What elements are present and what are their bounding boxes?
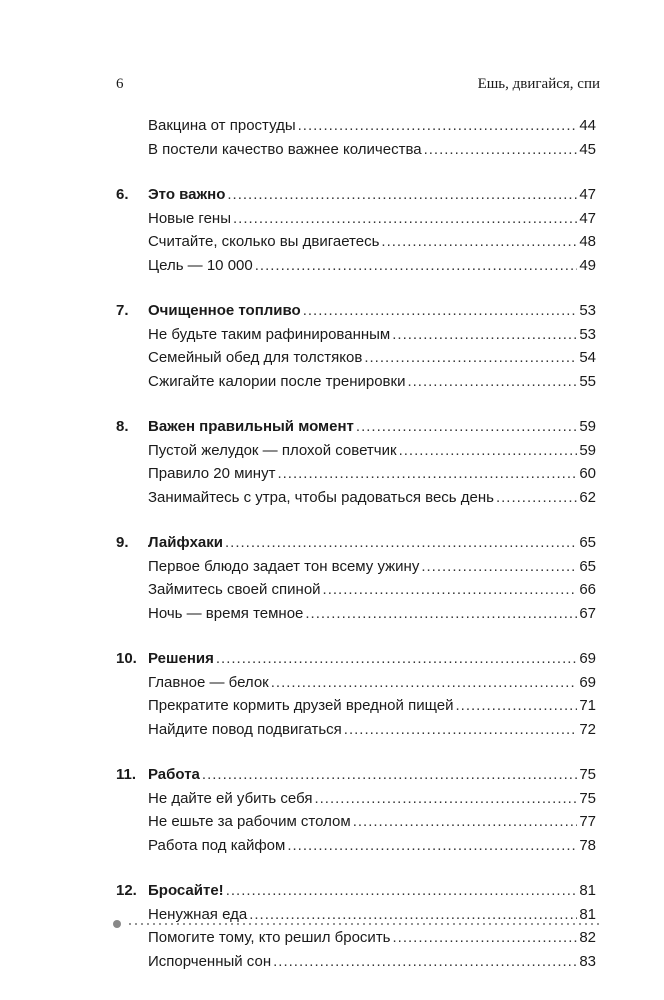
leader-dots <box>305 602 577 626</box>
page-number: 6 <box>116 76 124 92</box>
leader-dots <box>273 950 577 974</box>
toc-chapter <box>116 763 596 857</box>
toc-entry-page: 59 <box>579 441 596 459</box>
chapter-title: Бросайте! <box>148 882 224 899</box>
dotted-line <box>127 923 601 925</box>
toc-entry[interactable] <box>116 810 596 834</box>
toc-entry[interactable] <box>116 602 596 626</box>
running-title: Ешь, двигайся, спи <box>477 76 600 92</box>
chapter-number: 11. <box>116 766 137 783</box>
toc-chapter-heading[interactable] <box>116 183 596 207</box>
toc-entry[interactable] <box>116 230 596 254</box>
toc-chapter-heading[interactable] <box>116 415 596 439</box>
toc-chapter-heading[interactable] <box>116 879 596 903</box>
toc-entry-label: Не будьте таким рафинированным <box>148 325 391 343</box>
leader-dots <box>353 810 578 834</box>
toc-entry[interactable] <box>116 950 596 974</box>
toc-chapter <box>116 183 596 277</box>
toc-entry-label: Правило 20 минут <box>148 465 276 482</box>
toc-entry-label: Испорченный сон <box>148 952 272 970</box>
toc-entry-label: Помогите тому, кто решил бросить <box>148 929 391 946</box>
toc-entry[interactable] <box>116 787 596 811</box>
leader-dots <box>364 346 577 370</box>
toc-entry-page: 62 <box>579 488 596 506</box>
toc-entry-label: Первое блюдо задает тон всему ужину <box>148 557 420 575</box>
toc-entry-label: Главное — белок <box>148 673 269 691</box>
toc-entry[interactable] <box>116 138 596 162</box>
leader-dots <box>255 254 578 278</box>
toc-entry[interactable] <box>116 114 596 138</box>
toc-entry[interactable] <box>116 671 596 695</box>
toc-chapter <box>116 415 596 509</box>
decorative-dotted-rule <box>113 918 601 930</box>
toc-chapter-heading[interactable] <box>116 763 596 787</box>
table-of-contents <box>116 114 596 995</box>
toc-entry-label: Займитесь своей спиной <box>148 581 321 598</box>
leader-dots <box>496 486 577 510</box>
leader-dots <box>277 462 577 486</box>
chapter-title: Это важно <box>148 186 226 203</box>
leader-dots <box>323 578 578 602</box>
chapter-title: Лайфхаки <box>148 534 223 551</box>
toc-entry-page: 60 <box>579 465 596 482</box>
toc-entry-page: 54 <box>579 349 596 366</box>
chapter-number: 6. <box>116 186 129 203</box>
toc-entry-page: 65 <box>579 557 596 575</box>
toc-entry-page: 47 <box>579 186 596 203</box>
leader-dots <box>271 671 578 695</box>
toc-entry-page: 45 <box>579 140 596 158</box>
toc-chapter <box>116 647 596 741</box>
toc-entry-page: 75 <box>579 766 596 783</box>
toc-entry-page: 67 <box>579 604 596 622</box>
toc-entry[interactable] <box>116 718 596 742</box>
toc-chapter-heading[interactable] <box>116 299 596 323</box>
toc-chapter <box>116 299 596 393</box>
leader-dots <box>227 183 577 207</box>
toc-entry-page: 53 <box>579 302 596 319</box>
chapter-title: Важен правильный момент <box>148 418 354 435</box>
toc-entry-page: 71 <box>579 697 596 714</box>
chapter-title: Решения <box>148 650 214 667</box>
toc-entry[interactable] <box>116 694 596 718</box>
leader-dots <box>202 763 577 787</box>
toc-entry-label: Пустой желудок — плохой советчик <box>148 441 397 459</box>
toc-entry-label: Новые гены <box>148 209 231 227</box>
toc-entry-label: В постели качество важнее количества <box>148 140 422 158</box>
toc-entry[interactable] <box>116 370 596 394</box>
toc-entry-page: 66 <box>579 581 596 598</box>
toc-entry[interactable] <box>116 323 596 347</box>
leader-dots <box>225 531 577 555</box>
toc-chapter <box>116 531 596 625</box>
toc-entry-label: Работа под кайфом <box>148 836 286 854</box>
toc-entry-label: Не ешьте за рабочим столом <box>148 813 351 830</box>
chapter-number: 8. <box>116 418 129 435</box>
toc-entry-label: Ненужная еда <box>148 905 248 923</box>
leader-dots <box>287 834 577 858</box>
toc-entry-page: 82 <box>579 929 596 946</box>
toc-entry[interactable] <box>116 486 596 510</box>
leader-dots <box>356 415 577 439</box>
leader-dots <box>314 787 577 811</box>
toc-entry[interactable] <box>116 555 596 579</box>
toc-entry-page: 55 <box>579 372 596 390</box>
toc-entry-label: Цель — 10 000 <box>148 256 253 274</box>
toc-entry-page: 75 <box>579 789 596 807</box>
toc-entry-label: Найдите повод подвигаться <box>148 720 342 738</box>
toc-entry-label: Не дайте ей убить себя <box>148 789 313 807</box>
bullet-dot-icon <box>113 920 121 928</box>
leader-dots <box>303 299 578 323</box>
leader-dots <box>455 694 577 718</box>
leader-dots <box>233 207 577 231</box>
leader-dots <box>392 323 577 347</box>
toc-entry-page: 78 <box>579 836 596 854</box>
toc-entry-page: 65 <box>579 534 596 551</box>
toc-entry-label: Считайте, сколько вы двигаетесь <box>148 233 380 250</box>
toc-entry-page: 49 <box>579 256 596 274</box>
toc-entry-page: 83 <box>579 952 596 970</box>
leader-dots <box>399 439 578 463</box>
chapter-number: 7. <box>116 302 129 319</box>
toc-entry[interactable] <box>116 254 596 278</box>
page-header <box>116 76 600 96</box>
toc-entry[interactable] <box>116 834 596 858</box>
leader-dots <box>226 879 578 903</box>
toc-entry-page: 69 <box>579 673 596 691</box>
toc-chapter-heading[interactable] <box>116 531 596 555</box>
chapter-number: 10. <box>116 650 137 667</box>
toc-entry-page: 81 <box>579 905 596 923</box>
toc-continuation <box>116 114 596 161</box>
toc-entry-page: 69 <box>579 650 596 667</box>
leader-dots <box>216 647 577 671</box>
chapter-title: Работа <box>148 766 200 783</box>
toc-entry[interactable] <box>116 207 596 231</box>
toc-entry-label: Прекратите кормить друзей вредной пищей <box>148 697 454 714</box>
toc-entry-page: 77 <box>579 813 596 830</box>
chapter-number: 9. <box>116 534 129 551</box>
toc-chapter-heading[interactable] <box>116 647 596 671</box>
toc-entry-page: 59 <box>579 418 596 435</box>
toc-entry-page: 44 <box>579 117 596 134</box>
toc-entry-page: 81 <box>579 882 596 899</box>
toc-entry-page: 47 <box>579 209 596 227</box>
toc-entry-page: 72 <box>579 720 596 738</box>
toc-entry-label: Семейный обед для толстяков <box>148 349 363 366</box>
leader-dots <box>421 555 577 579</box>
chapter-number: 12. <box>116 882 137 899</box>
toc-entry[interactable] <box>116 346 596 370</box>
toc-entry-label: Занимайтесь с утра, чтобы радоваться весь день <box>148 488 494 506</box>
leader-dots <box>381 230 577 254</box>
toc-entry[interactable] <box>116 462 596 486</box>
toc-entry-page: 53 <box>579 325 596 343</box>
leader-dots <box>344 718 578 742</box>
toc-entry-label: Сжигайте калории после тренировки <box>148 372 406 390</box>
toc-entry-label: Ночь — время темное <box>148 604 304 622</box>
toc-entry[interactable] <box>116 578 596 602</box>
leader-dots <box>298 114 578 138</box>
leader-dots <box>407 370 577 394</box>
toc-entry-page: 48 <box>579 233 596 250</box>
chapter-title: Очищенное топливо <box>148 302 301 319</box>
leader-dots <box>424 138 578 162</box>
toc-entry[interactable] <box>116 439 596 463</box>
toc-entry-label: Вакцина от простуды <box>148 117 296 134</box>
